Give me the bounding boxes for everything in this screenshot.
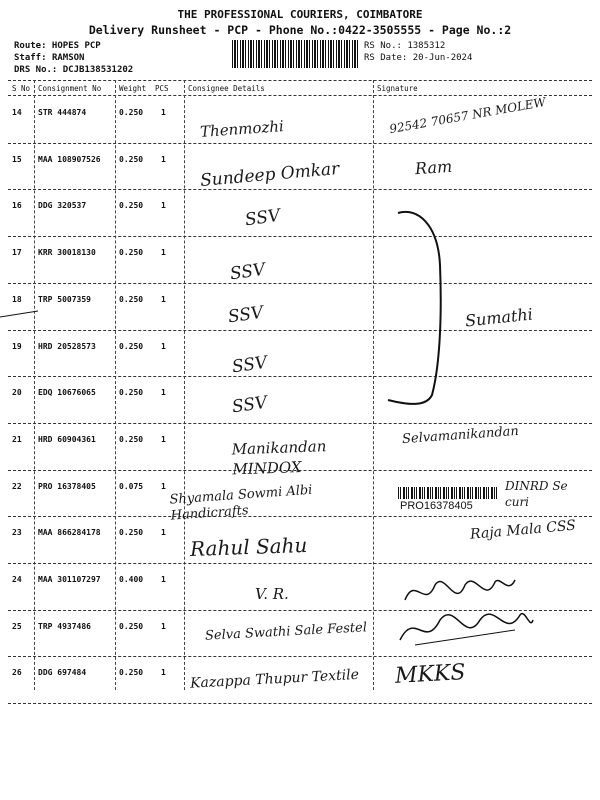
row-weight: 0.250 <box>119 341 144 351</box>
row-pcs: 1 <box>161 294 166 304</box>
hw-consignee-16: SSV <box>243 205 282 231</box>
hw-consignee-18: SSV <box>226 302 265 328</box>
hw-consignee-20: SSV <box>230 392 269 418</box>
row-pcs: 1 <box>161 341 166 351</box>
table-row <box>8 376 592 423</box>
row-weight: 0.250 <box>119 154 144 164</box>
bracket-signature <box>368 205 458 415</box>
table-row <box>8 189 592 236</box>
col-sno: S No <box>12 84 31 93</box>
hw-signature-23: Raja Mala CSS <box>469 517 577 543</box>
staff-name: RAMSON <box>51 53 85 63</box>
margin-mark <box>0 305 40 325</box>
row-consignment-no: DDG 697484 <box>38 668 87 678</box>
col-weight: Weight <box>119 84 147 93</box>
row-weight: 0.250 <box>119 248 144 258</box>
row-pcs: 1 <box>161 201 166 211</box>
hw-signature-26: MKKS <box>394 660 467 689</box>
row-pcs: 1 <box>161 528 166 538</box>
row-weight: 0.250 <box>119 668 144 678</box>
row-sno: 24 <box>12 575 22 584</box>
hw-consignee-19: SSV <box>230 352 269 378</box>
hw-signature-18: Sumathi <box>464 304 534 331</box>
row-divider <box>8 703 592 704</box>
row-consignment-no: HRD 60904361 <box>38 434 96 444</box>
route-label: Route: HOPES PCP <box>14 41 101 51</box>
col-consignee: Consignee Details <box>188 84 265 93</box>
runsheet-title: Delivery Runsheet - PCP - Phone No.:0422-3505555 - Page No.:2 <box>88 23 512 37</box>
shipment-barcode-label: PRO16378405 <box>400 500 473 512</box>
table-row <box>8 330 592 377</box>
row-weight: 0.075 <box>119 481 144 491</box>
row-weight: 0.250 <box>119 108 144 117</box>
signature-scribble-25 <box>395 600 535 660</box>
col-pcs: PCS <box>155 84 169 93</box>
hw-consignee-25: Selva Swathi Sale Festel <box>204 620 368 644</box>
hw-consignee-21: Manikandan MINDOX <box>231 437 327 479</box>
col-signature: Signature <box>377 84 418 93</box>
row-pcs: 1 <box>161 108 166 117</box>
row-consignment-no: MAA 108907526 <box>38 154 101 164</box>
hw-signature-22: DINRD Se curi <box>505 479 568 509</box>
row-pcs: 1 <box>161 481 166 491</box>
row-sno: 22 <box>12 481 22 491</box>
hw-consignee-15: Sundeep Omkar <box>199 158 341 192</box>
row-consignment-no: PRO 16378405 <box>38 481 96 491</box>
row-consignment-no: KRR 30018130 <box>38 248 96 258</box>
row-consignment-no: HRD 20528573 <box>38 341 96 351</box>
staff-row <box>14 53 84 63</box>
row-consignment-no: TRP 5007359 <box>38 294 91 304</box>
hw-signature-14: 92542 70657 NR MOLEW <box>388 94 547 137</box>
row-sno: 14 <box>12 108 22 117</box>
company-title: THE PROFESSIONAL COURIERS, COIMBATORE <box>177 8 423 21</box>
staff-label: Staff: <box>14 53 47 63</box>
row-consignment-no: DDG 320537 <box>38 201 87 211</box>
hw-consignee-22: Shyamala Sowmi Albi Handicrafts <box>169 482 313 524</box>
row-sno: 16 <box>12 201 22 211</box>
row-sno: 17 <box>12 248 22 258</box>
row-sno: 23 <box>12 528 22 538</box>
hw-signature-21: Selvamanikandan <box>401 423 520 448</box>
drs-number: DRS No.: DCJB138531202 <box>14 65 134 75</box>
hw-consignee-17: SSV <box>228 259 267 285</box>
row-pcs: 1 <box>161 668 166 678</box>
row-weight: 0.250 <box>119 294 144 304</box>
row-consignment-no: MAA 866284178 <box>38 528 101 538</box>
row-weight: 0.250 <box>119 201 144 211</box>
row-pcs: 1 <box>161 248 166 258</box>
row-pcs: 1 <box>161 434 166 444</box>
row-weight: 0.250 <box>119 434 144 444</box>
col-consignment: Consignment No <box>38 84 102 93</box>
hw-consignee-24: V. R. <box>255 585 289 603</box>
row-sno: 19 <box>12 341 22 351</box>
hw-consignee-26: Kazappa Thupur Textile <box>189 666 360 692</box>
hw-signature-15: Ram <box>414 156 453 179</box>
row-weight: 0.250 <box>119 388 144 398</box>
hw-consignee-23: Rahul Sahu <box>189 532 308 562</box>
row-weight: 0.250 <box>119 528 144 538</box>
row-sno: 26 <box>12 668 22 678</box>
row-pcs: 1 <box>161 388 166 398</box>
header-top-rule <box>8 80 592 81</box>
row-sno: 25 <box>12 621 22 631</box>
row-consignment-no: STR 444874 <box>38 108 87 117</box>
row-sno: 15 <box>12 154 22 164</box>
row-sno: 18 <box>12 294 22 304</box>
row-consignment-no: MAA 301107297 <box>38 575 101 584</box>
row-weight: 0.400 <box>119 575 144 584</box>
row-consignment-no: TRP 4937486 <box>38 621 91 631</box>
rs-date: RS Date: 20-Jun-2024 <box>364 53 473 63</box>
row-pcs: 1 <box>161 575 166 584</box>
row-pcs: 1 <box>161 154 166 164</box>
row-weight: 0.250 <box>119 621 144 631</box>
row-pcs: 1 <box>161 621 166 631</box>
row-sno: 21 <box>12 434 22 444</box>
rs-number: RS No.: 1385312 <box>364 41 446 51</box>
row-consignment-no: EDQ 10676065 <box>38 388 96 398</box>
hw-consignee-14: Thenmozhi <box>199 117 285 141</box>
table-row <box>8 236 592 283</box>
shipment-barcode <box>398 487 498 499</box>
runsheet-barcode <box>232 40 360 68</box>
row-sno: 20 <box>12 388 22 398</box>
